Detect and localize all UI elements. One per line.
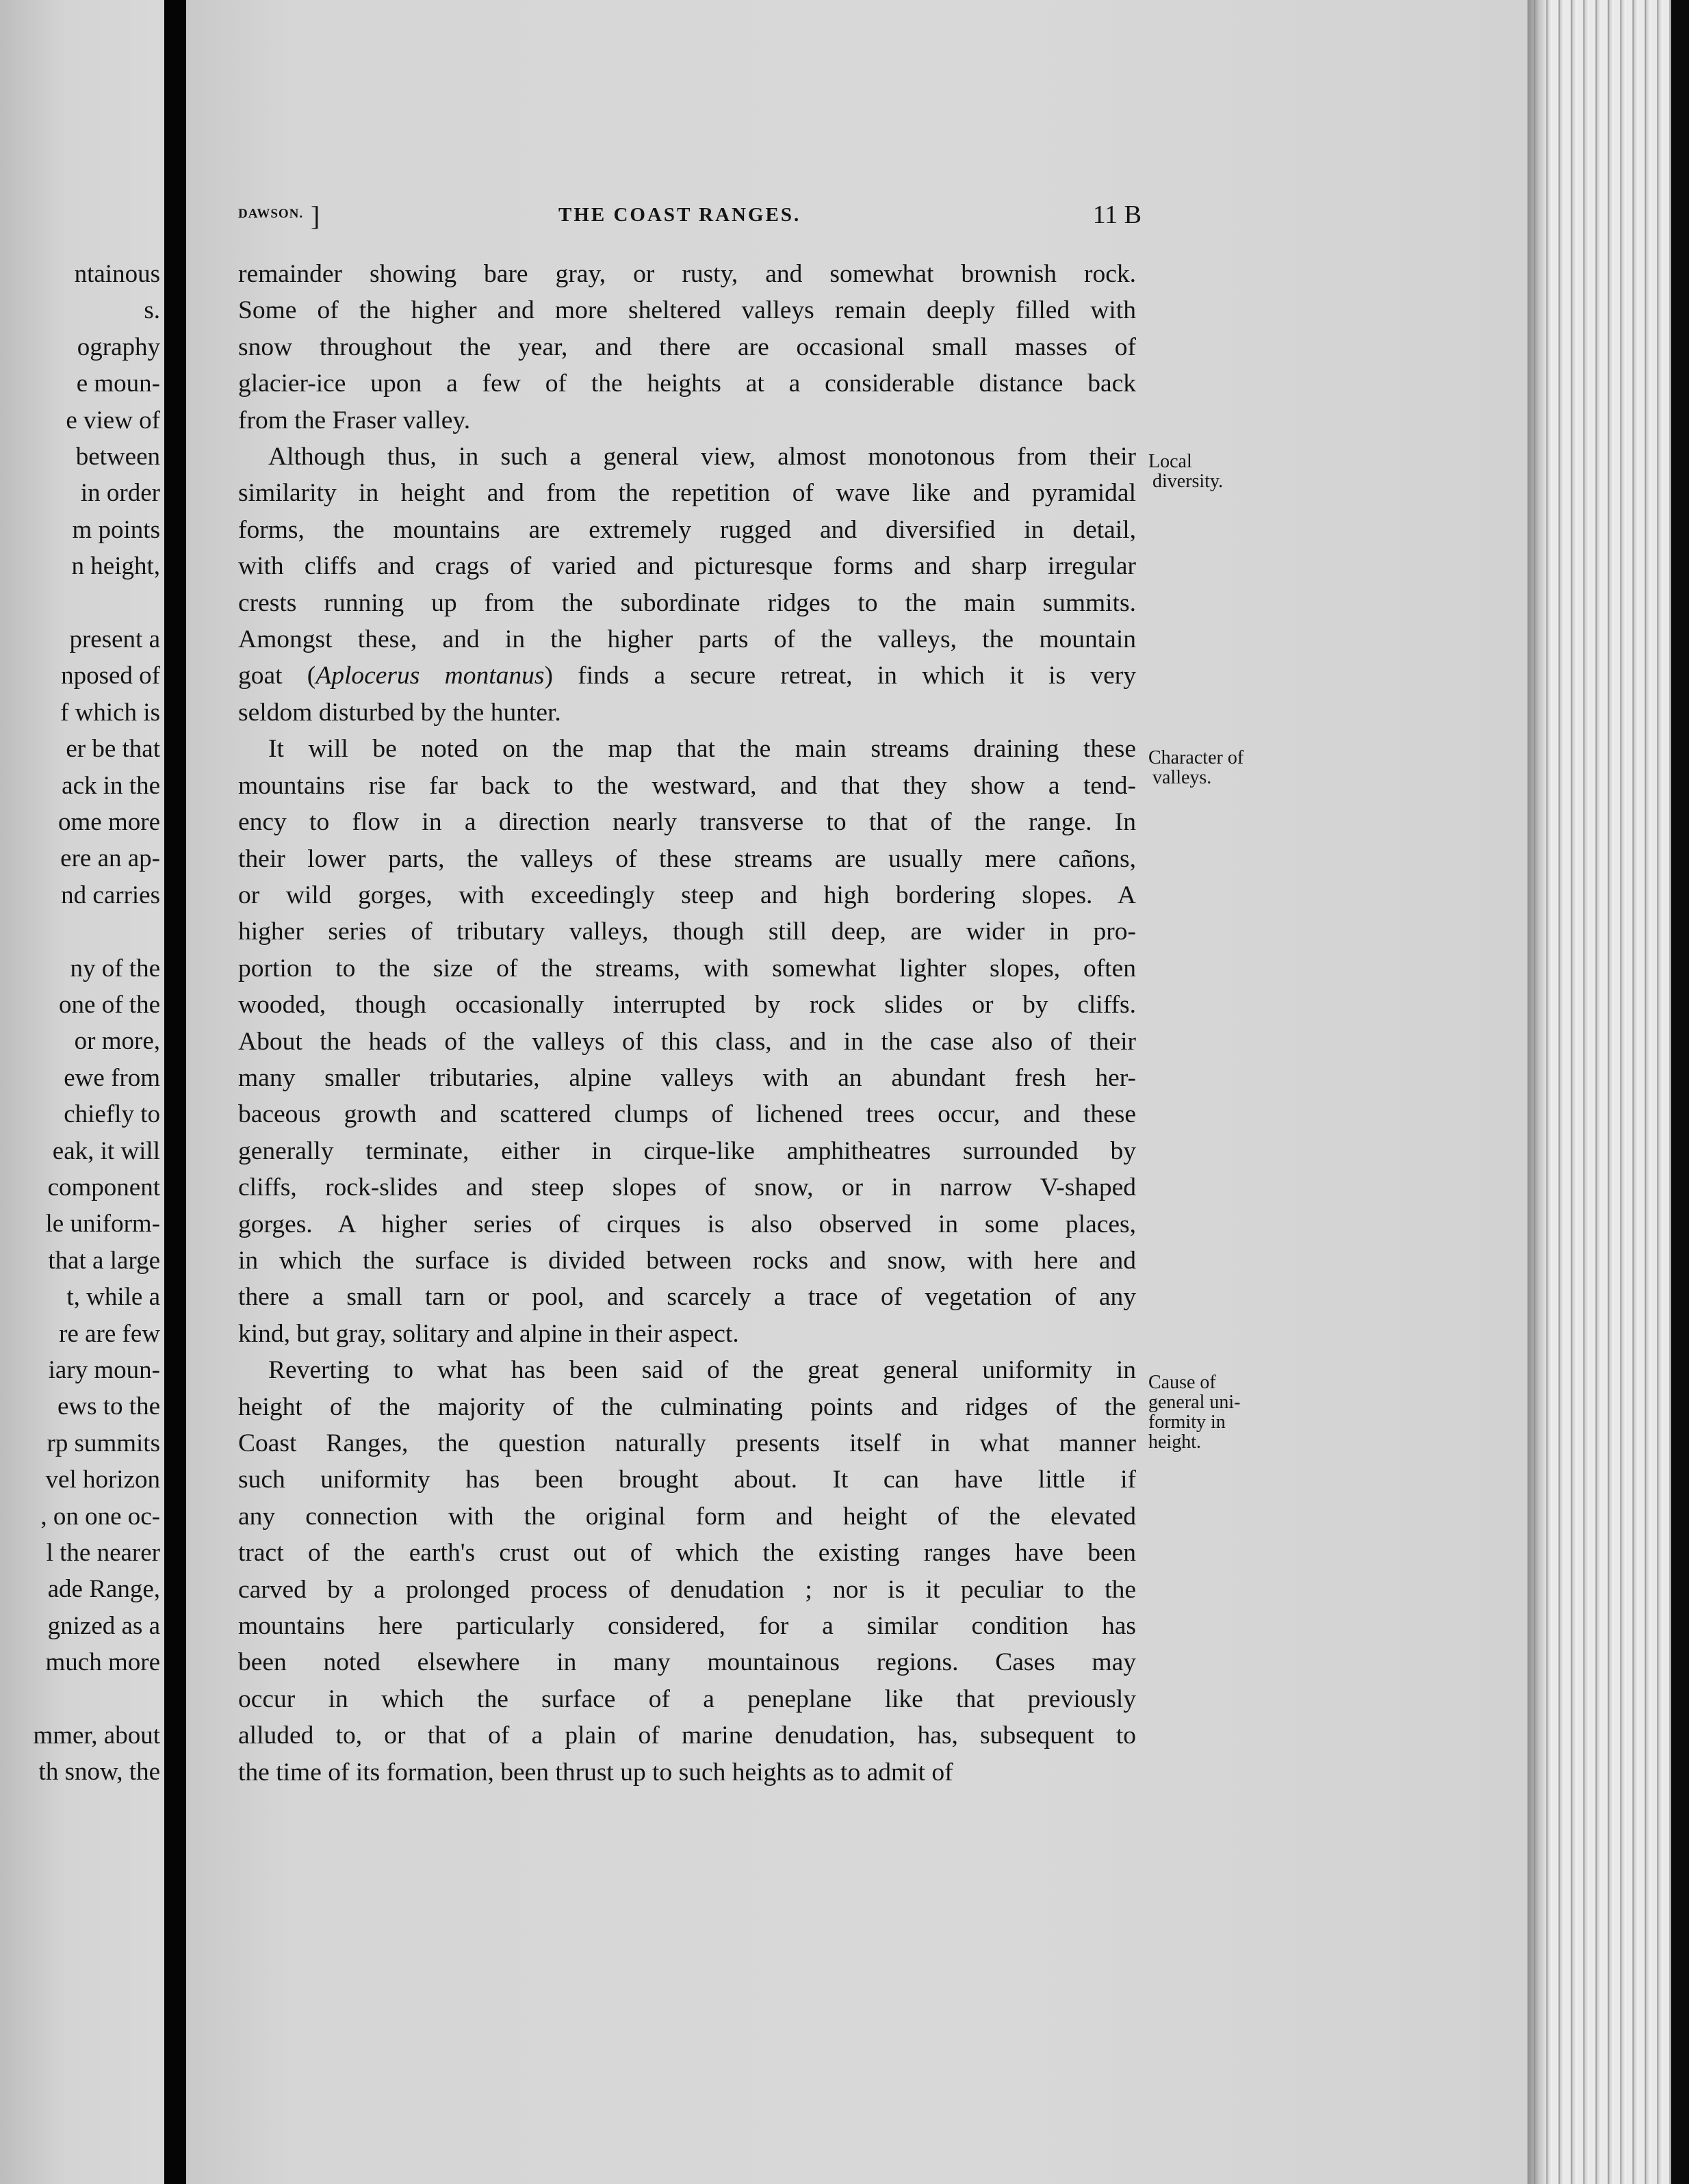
left-page-fragment <box>0 0 164 2184</box>
left-page-line: th snow, the <box>38 1758 160 1786</box>
left-page-line: ome more <box>58 808 160 836</box>
left-page-line: chiefly to <box>64 1100 160 1129</box>
text-line: Coast Ranges, the question naturally presents itself in what manner <box>238 1429 1136 1457</box>
left-page-line: or more, <box>74 1027 160 1056</box>
text-line: kind, but gray, solitary and alpine in their aspect. <box>238 1319 739 1348</box>
text-line: from the Fraser valley. <box>238 406 471 434</box>
text-line: tract of the earth's crust out of which the existing ranges have been <box>238 1539 1136 1568</box>
left-page-line: iary moun- <box>48 1356 160 1384</box>
left-page-line: e view of <box>66 406 160 434</box>
left-page-line: re are few <box>59 1319 160 1348</box>
text-line: many smaller tributaries, alpine valleys with an abundant fresh her- <box>238 1063 1136 1092</box>
text-line: forms, the mountains are extremely rugged and diversified in detail, <box>238 515 1136 544</box>
left-page-line: vel horizon <box>45 1466 160 1494</box>
text-line: glacier-ice upon a few of the heights at a considerable distance back <box>238 369 1136 398</box>
side-note <box>1148 452 1223 491</box>
header-bracket: ] <box>311 200 320 231</box>
species-name: Aplocerus montanus <box>315 662 545 690</box>
text-line: height of the majority of the culminating points and ridges of the <box>238 1392 1136 1421</box>
page-number: 11 B <box>1092 200 1142 229</box>
text-line: mountains here particularly considered, for a similar condition has <box>238 1612 1136 1641</box>
text-line: any connection with the original form and height of the elevated <box>238 1502 1136 1531</box>
text-line: cliffs, rock-slides and steep slopes of snow, or in narrow V-shaped <box>238 1173 1136 1202</box>
text-line: similarity in height and from the repetition of wave like and pyramidal <box>238 479 1136 508</box>
side-note-line: height. <box>1148 1431 1201 1453</box>
left-page-line: ews to the <box>57 1392 160 1421</box>
left-page-line: ntainous <box>74 260 160 288</box>
left-page-line: component <box>47 1173 160 1201</box>
text-line: there a small tarn or pool, and scarcely a trace of vegetation of any <box>238 1283 1136 1312</box>
text-line: or wild gorges, with exceedingly steep and high bordering slopes. A <box>238 881 1136 909</box>
left-page-line: , on one oc- <box>40 1502 160 1531</box>
text-line: seldom disturbed by the hunter. <box>238 698 561 727</box>
text-line: been noted elsewhere in many mountainous regions. Cases may <box>238 1648 1136 1677</box>
text-line: goat (Aplocerus montanus) finds a secure retreat, in which it is very <box>238 662 1137 690</box>
text-line: baceous growth and scattered clumps of lichened trees occur, and these <box>238 1100 1136 1129</box>
text-line: occur in which the surface of a peneplane like that previously <box>238 1685 1136 1713</box>
side-note-line: Local <box>1148 451 1192 472</box>
left-page-line: ewe from <box>64 1063 160 1092</box>
left-page-line: in order <box>80 479 160 508</box>
side-note-line: valleys. <box>1152 767 1212 788</box>
text-line: Some of the higher and more sheltered valleys remain deeply filled with <box>238 296 1136 325</box>
text-line: About the heads of the valleys of this class, and in the case also of their <box>238 1027 1136 1056</box>
running-head <box>238 200 1142 234</box>
text-line: portion to the size of the streams, with somewhat lighter slopes, often <box>238 954 1136 983</box>
text-line: It will be noted on the map that the main streams draining these <box>268 735 1136 764</box>
edge-shadow <box>1527 0 1548 2184</box>
side-note-line: Cause of <box>1148 1372 1216 1393</box>
left-page-line: t, while a <box>66 1283 160 1312</box>
page-edges <box>1527 0 1689 2184</box>
left-page-line: eak, it will <box>52 1136 160 1165</box>
text-line: Although thus, in such a general view, almost monotonous from their <box>268 443 1136 471</box>
text-line: generally terminate, either in cirque-like amphitheatres surrounded by <box>238 1136 1136 1165</box>
header-author: DAWSON. <box>238 207 304 221</box>
side-note <box>1148 1373 1241 1452</box>
text-line: Amongst these, and in the higher parts of the valleys, the mountain <box>238 625 1136 654</box>
text-line: remainder showing bare gray, or rusty, and somewhat brownish rock. <box>238 260 1136 288</box>
left-page-line: ack in the <box>62 771 160 800</box>
text-line: mountains rise far back to the westward, and that they show a tend- <box>238 771 1136 800</box>
text-line: ency to flow in a direction nearly transverse to that of the range. In <box>238 808 1136 837</box>
text-line: gorges. A higher series of cirques is also observed in some places, <box>238 1210 1136 1238</box>
left-page-line: e moun- <box>76 369 160 398</box>
left-page-line: nd carries <box>61 881 160 909</box>
text-line: such uniformity has been brought about. It can have little if <box>238 1466 1136 1494</box>
text-line: Reverting to what has been said of the great general uniformity in <box>268 1356 1136 1385</box>
left-page-line: ny of the <box>70 954 160 983</box>
book-gutter <box>164 0 186 2184</box>
edge-border <box>1671 0 1689 2184</box>
left-page-line: that a large <box>48 1246 160 1275</box>
left-page-line: between <box>75 443 160 471</box>
text-line: the time of its formation, been thrust up to such heights as to admit of <box>238 1758 953 1786</box>
text-line: wooded, though occasionally interrupted by rock slides or by cliffs. <box>238 991 1136 1019</box>
left-page-line: f which is <box>60 698 160 727</box>
side-note-line: Character of <box>1148 747 1244 768</box>
text-line: higher series of tributary valleys, though still deep, are wider in pro- <box>238 918 1136 946</box>
paragraph <box>238 1352 1136 1791</box>
left-page-line: ography <box>77 333 160 361</box>
left-page-line: er be that <box>66 735 160 764</box>
header-title: THE COAST RANGES. <box>558 204 801 226</box>
left-page-line: mmer, about <box>33 1721 160 1750</box>
text-line: alluded to, or that of a plain of marine denudation, has, subsequent to <box>238 1721 1136 1750</box>
left-page-line: m points <box>72 515 160 544</box>
paragraph <box>238 256 1136 439</box>
side-note-line: diversity. <box>1152 471 1224 492</box>
text-line: their lower parts, the valleys of these streams are usually mere cañons, <box>238 844 1136 873</box>
left-page-line: n height, <box>71 552 160 581</box>
text-line: snow throughout the year, and there are occasional small masses of <box>238 333 1136 361</box>
left-page-line: le uniform- <box>45 1210 160 1238</box>
side-note-line: formity in <box>1148 1412 1226 1433</box>
left-page-line: one of the <box>59 991 160 1019</box>
left-page-line: l the nearer <box>46 1539 160 1567</box>
left-page-line: present a <box>69 625 160 653</box>
left-page-line: much more <box>45 1648 160 1677</box>
left-page-line: s. <box>144 296 160 325</box>
left-page-line: nposed of <box>61 662 160 690</box>
text-line: carved by a prolonged process of denudation ; nor is it peculiar to the <box>238 1575 1136 1604</box>
side-note <box>1148 748 1243 788</box>
left-page-line: rp summits <box>47 1429 160 1457</box>
left-page-line: ere an ap- <box>60 844 160 873</box>
paragraph <box>238 731 1136 1352</box>
text-line: with cliffs and crags of varied and picturesque forms and sharp irregular <box>238 552 1136 581</box>
body-text <box>238 256 1136 1791</box>
paragraph <box>238 439 1136 731</box>
text-line: in which the surface is divided between rocks and snow, with here and <box>238 1246 1136 1275</box>
left-page-line: ade Range, <box>47 1575 160 1604</box>
side-note-line: general uni- <box>1148 1392 1241 1413</box>
left-page-line: gnized as a <box>47 1611 160 1640</box>
text-line: crests running up from the subordinate ridges to the main summits. <box>238 588 1136 617</box>
